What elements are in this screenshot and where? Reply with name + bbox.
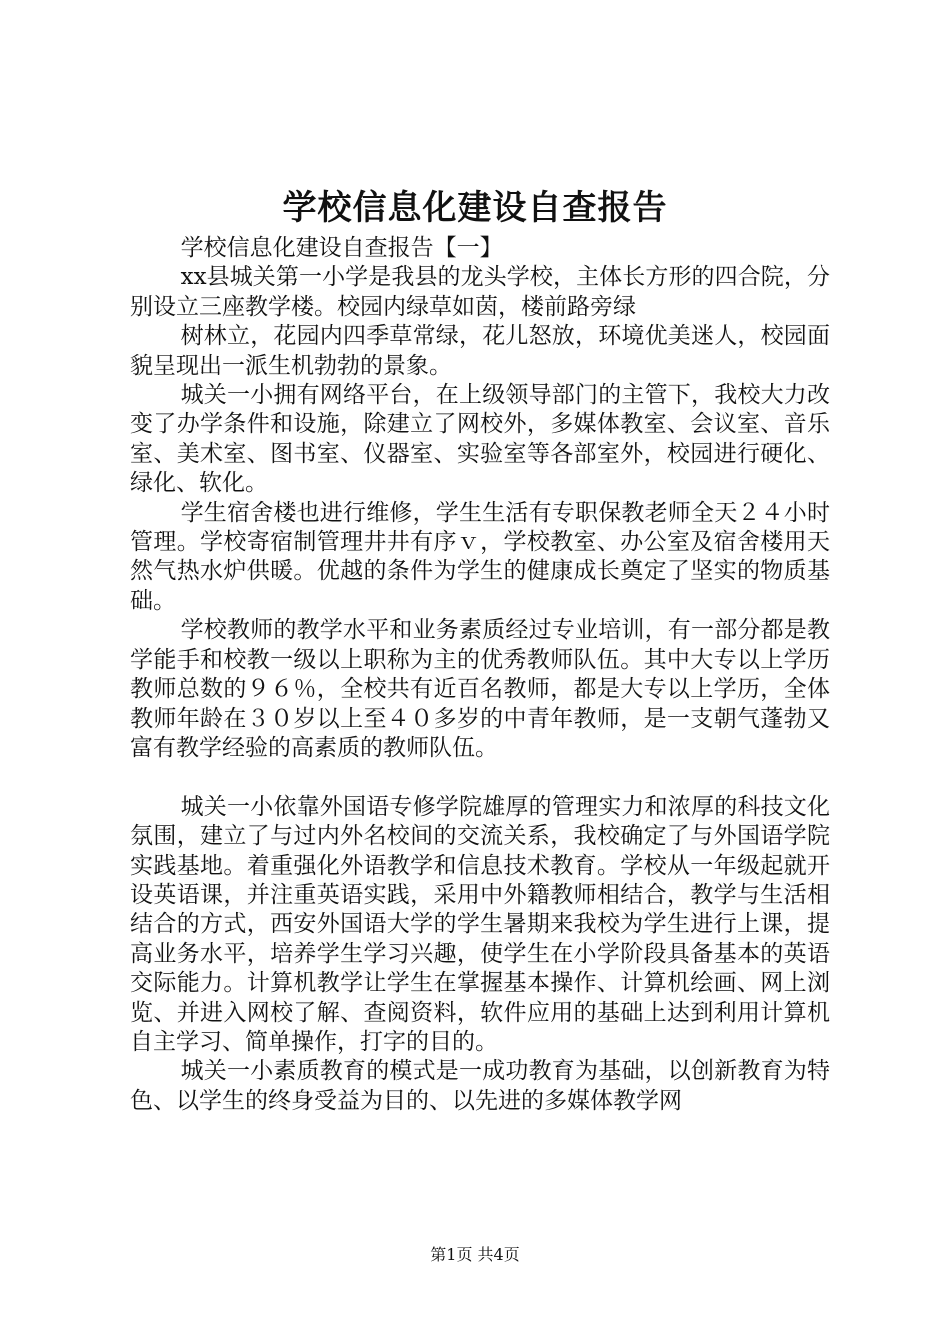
page-footer: 第1页 共4页 [430,1245,520,1264]
section-heading: 学校信息化建设自查报告【一】 [180,235,503,261]
document-body [130,234,830,1116]
body-paragraph: 学生宿舍楼也进行维修，学生生活有专职保教老师全天２４小时管理。学校寄宿制管理井井有序ｖ，学校教室、办公室及宿舍楼用天然气热水炉供暖。优越的条件为学生的健康成长奠定了坚实的物质基础。 [130,499,830,614]
document-title: 学校信息化建设自查报告 [282,188,668,228]
body-paragraph: 树林立，花园内四季草常绿，花儿怒放，环境优美迷人，校园面貌呈现出一派生机勃勃的景象。 [130,323,830,379]
body-paragraph: 学校教师的教学水平和业务素质经过专业培训，有一部分都是教学能手和校教一级以上职称为主的优秀教师队伍。其中大专以上学历教师总数的９６％，全校共有近百名教师，都是大专以上学历，全体教师年龄在３０岁以上至４０多岁的中青年教师，是一支朝气蓬勃又富有教学经验的高素质的教师队伍。 [130,617,830,761]
body-paragraph: 城关一小素质教育的模式是一成功教育为基础，以创新教育为特色、以学生的终身受益为目的、以先进的多媒体教学网 [130,1058,830,1114]
body-paragraph: 城关一小依靠外国语专修学院雄厚的管理实力和浓厚的科技文化氛围，建立了与过内外名校间的交流关系，我校确定了与外国语学院实践基地。着重强化外语教学和信息技术教育。学校从一年级起就开设英语课，并注重英语实践，采用中外籍教师相结合，教学与生活相结合的方式，西安外国语大学的学生暑期来我校为学生进行上课，提高业务水平，培养学生学习兴趣，使学生在小学阶段具备基本的英语交际能力。计算机教学让学生在掌握基本操作、计算机绘画、网上浏览、并进入网校了解、查阅资料，软件应用的基础上达到利用计算机自主学习、简单操作，打字的目的。 [130,793,830,1055]
body-paragraph: 城关一小拥有网络平台，在上级领导部门的主管下，我校大力改变了办学条件和设施，除建立了网校外，多媒体教室、会议室、音乐室、美术室、图书室、仪器室、实验室等各部室外，校园进行硬化、绿化、软化。 [130,382,830,497]
paragraph-spacer [130,763,830,792]
body-paragraph: xx县城关第一小学是我县的龙头学校，主体长方形的四合院，分别设立三座教学楼。校园内绿草如茵，楼前路旁绿 [130,264,830,320]
